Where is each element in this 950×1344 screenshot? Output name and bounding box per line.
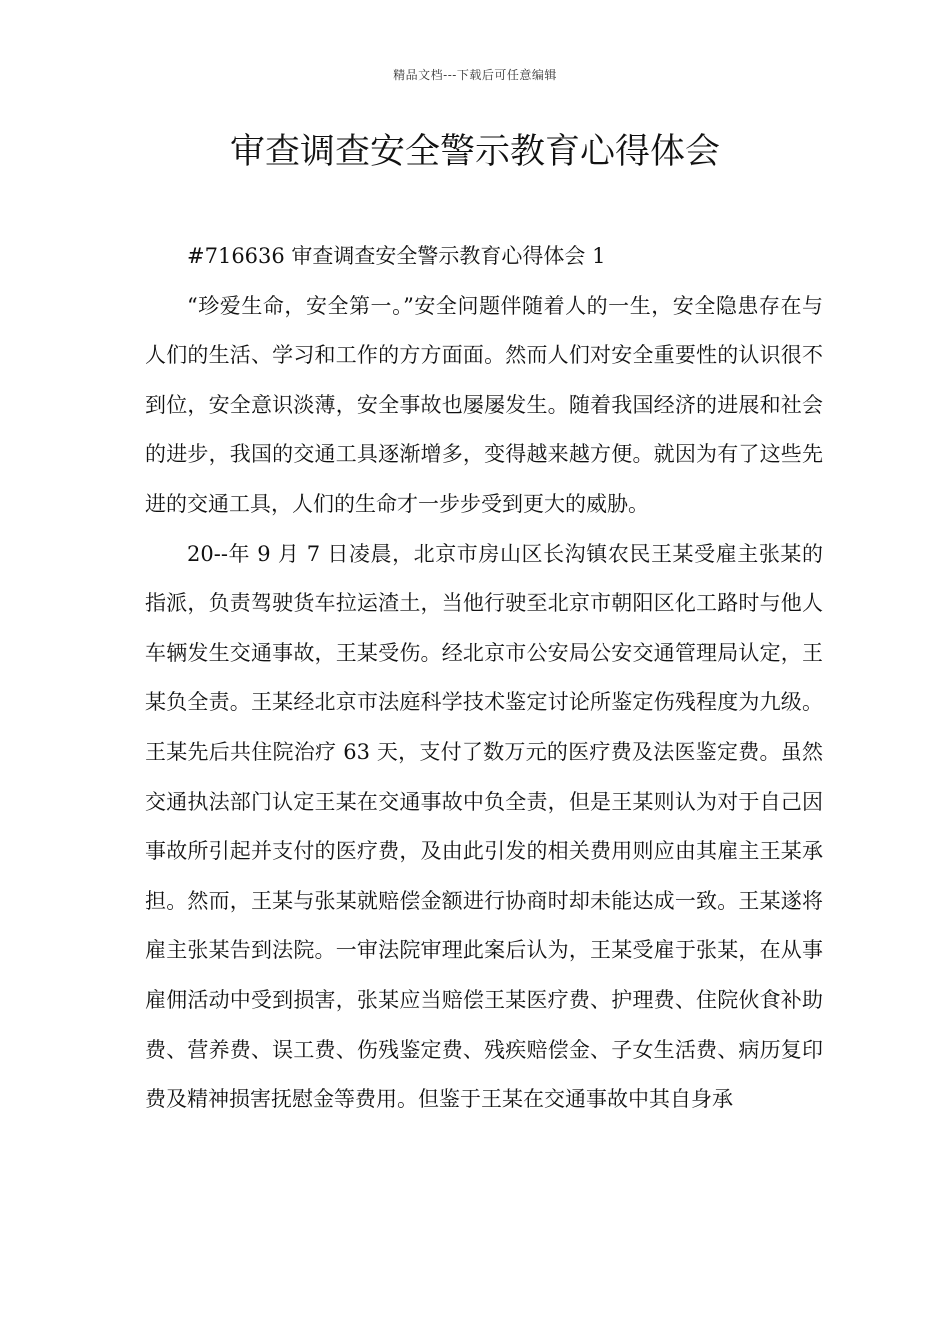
paragraph-1: “珍爱生命，安全第一。”安全问题伴随着人的一生，安全隐患存在与人们的生活、学习和工作的方方面面。然而人们对安全重要性的认识很不到位，安全意识淡薄，安全事故也屡屡发生。随着我国经济的进展和社会的进步，我国的交通工具逐渐增多，变得越来越方便。就因为有了这些先进的交通工具，人们的生命才一步步受到更大的威胁。: [145, 293, 823, 516]
paragraph-2: 20--年 9 月 7 日凌晨，北京市房山区长沟镇农民王某受雇主张某的指派，负责驾驶货车拉运渣土，当他行驶至北京市朝阳区化工路时与他人车辆发生交通事故，王某受伤。经北京市公安局公安交通管理局认定，王某负全责。王某经北京市法庭科学技术鉴定讨论所鉴定伤残程度为九级。王某先后共住院治疗 63 天，支付了数万元的医疗费及法医鉴定费。虽然交通执法部门认定王某在交通事故中负全责，但是王某则认为对于自己因事故所引起并支付的医疗费，及由此引发的相关费用则应由其雇主王某承担。然而，王某与张某就赔偿金额进行协商时却未能达成一致。王某遂将雇主张某告到法院。一审法院审理此案后认为，王某受雇于张某，在从事雇佣活动中受到损害，张某应当赔偿王某医疗费、护理费、住院伙食补助费、营养费、误工费、伤残鉴定费、残疾赔偿金、子女生活费、病历复印费及精神损害抚慰金等费用。但鉴于王某在交通事故中其自身承: [145, 541, 823, 1112]
document-body: [145, 232, 823, 1125]
document-subtitle: #716636 审查调查安全警示教育心得体会 1: [187, 244, 606, 268]
page-header-note: 精品文档---下载后可任意编辑: [393, 68, 557, 82]
document-title: 审查调查安全警示教育心得体会: [229, 132, 720, 172]
